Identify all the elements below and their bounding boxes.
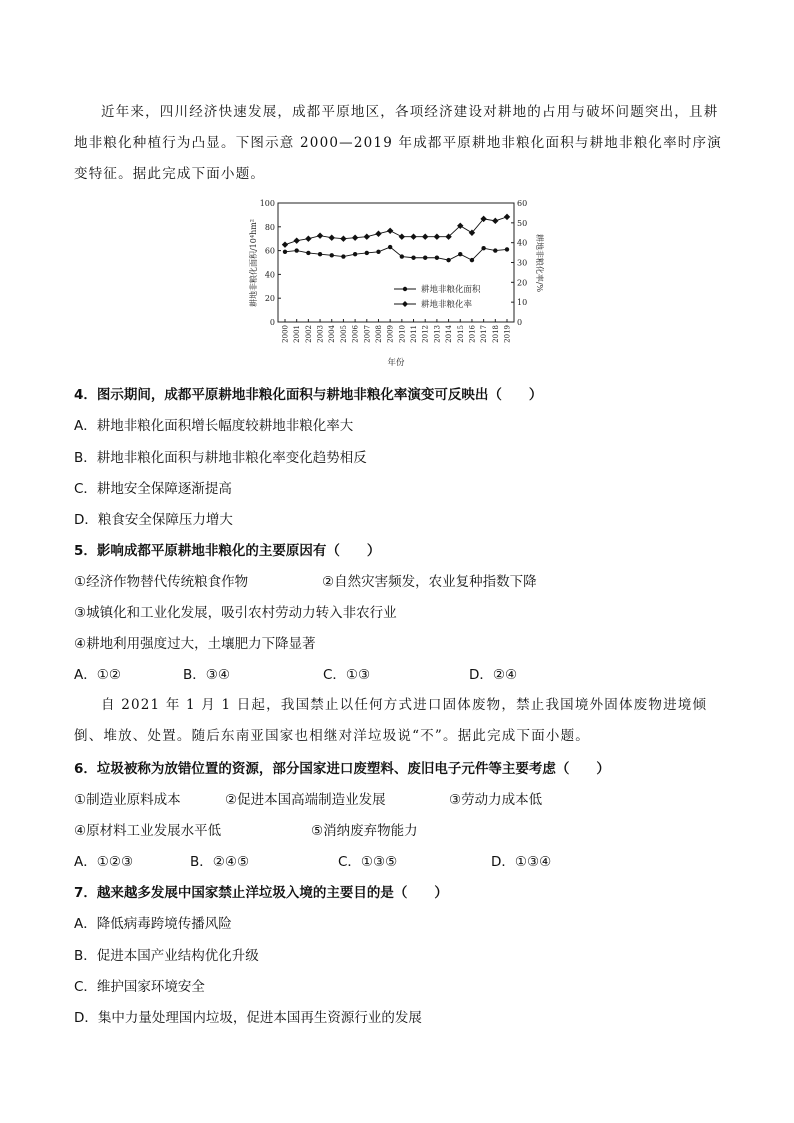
x-tick-label: 2003	[316, 325, 325, 343]
x-tick-label: 2017	[480, 325, 489, 343]
y-axis-label-left: 耕地非粮化面积/10⁴hm²	[249, 218, 258, 308]
series-2-point	[317, 233, 323, 239]
question-5-option-d: D．②④	[469, 667, 518, 683]
passage-2: 自 2021 年 1 月 1 日起，我国禁止以任何方式进口固体废物，禁止我国境外固体废物进境倾倒、堆放、处置。随后东南亚国家也相继对洋垃圾说“不”。据此完成下面小题。	[74, 697, 708, 744]
series-2-point	[293, 237, 299, 243]
y-tick-label-right: 30	[517, 258, 528, 268]
question-6-statement-3: ③劳动力成本低	[449, 792, 543, 808]
series-2-point	[340, 236, 346, 242]
x-axis-label: 年份	[387, 358, 405, 368]
x-tick-label: 2005	[339, 325, 348, 343]
y-tick-label-left: 0	[269, 318, 275, 327]
question-5-stem: 5．影响成都平原耕地非粮化的主要原因有（ ）	[74, 543, 381, 559]
series-1-point	[294, 248, 298, 252]
series-line-2	[285, 217, 507, 245]
x-tick-label: 2016	[468, 325, 477, 343]
series-2-point	[410, 234, 416, 240]
x-tick-label: 2006	[351, 325, 360, 343]
series-2-point	[375, 231, 381, 237]
series-1-point	[505, 247, 509, 251]
series-1-point	[446, 258, 450, 262]
question-6-option-d: D．①③④	[491, 854, 552, 870]
series-1-point	[353, 252, 357, 256]
y-tick-label-left: 40	[264, 270, 275, 280]
series-1-point	[458, 252, 462, 256]
question-4-option-a: A．耕地非粮化面积增长幅度较耕地非粮化率大	[74, 418, 354, 434]
series-1-point	[283, 250, 287, 254]
legend-marker-diamond	[402, 301, 408, 307]
x-tick-label: 2011	[410, 325, 419, 343]
series-2-point	[422, 234, 428, 240]
line-chart	[244, 197, 544, 369]
series-2-point	[282, 241, 288, 247]
question-7-option-a: A．降低病毒跨境传播风险	[74, 916, 232, 932]
question-6-statement-1: ①制造业原料成本	[74, 792, 181, 808]
x-tick-label: 2004	[328, 325, 337, 343]
series-1-point	[388, 245, 392, 249]
series-1-point	[411, 256, 415, 260]
chart-series	[282, 214, 510, 263]
series-1-point	[423, 256, 427, 260]
chart-ticks	[260, 199, 527, 343]
series-1-point	[318, 252, 322, 256]
question-6-stem: 6．垃圾被称为放错位置的资源，部分国家进口废塑料、废旧电子元件等主要考虑（ ）	[74, 761, 610, 777]
question-6-statement-5: ⑤消纳废弃物能力	[311, 823, 418, 839]
series-1-point	[306, 251, 310, 255]
passage-1: 近年来，四川经济快速发展，成都平原地区，各项经济建设对耕地的占用与破坏问题突出，且耕地非粮化种植行为凸显。下图示意 2000—2019 年成都平原耕地非粮化面积与耕地非粮化率时序演变特征。据此完成下面小题。	[74, 104, 722, 182]
legend-label: 耕地非粮化面积	[421, 285, 481, 295]
y-tick-label-left: 80	[264, 222, 275, 232]
series-1-point	[341, 254, 345, 258]
question-7-option-b: B．促进本国产业结构优化升级	[74, 948, 259, 964]
question-5-statement-2: ②自然灾害频发，农业复种指数下降	[322, 574, 537, 590]
series-2-point	[434, 234, 440, 240]
y-tick-label-right: 20	[517, 278, 528, 288]
question-6-statement-4: ④原材料工业发展水平低	[74, 823, 222, 839]
x-tick-label: 2014	[445, 325, 454, 343]
question-7-option-d: D．集中力量处理国内垃圾，促进本国再生资源行业的发展	[74, 1010, 422, 1026]
question-5-option-c: C．①③	[323, 667, 371, 683]
legend-marker-circle	[403, 287, 407, 291]
y-axis-label-right: 耕地非粮化率/%	[535, 233, 544, 293]
x-tick-label: 2010	[398, 325, 407, 343]
question-4-option-b: B．耕地非粮化面积与耕地非粮化率变化趋势相反	[74, 450, 367, 466]
y-tick-label-right: 50	[517, 218, 528, 228]
x-tick-label: 2007	[363, 325, 372, 343]
question-5-statement-4: ④耕地利用强度过大，土壤肥力下降显著	[74, 636, 316, 652]
series-1-point	[470, 258, 474, 262]
y-tick-label-left: 20	[264, 294, 275, 304]
question-6-option-c: C．①③⑤	[338, 854, 398, 870]
y-tick-label-right: 10	[517, 298, 528, 308]
series-2-point	[329, 235, 335, 241]
x-tick-label: 2012	[421, 325, 430, 343]
chart-legend	[394, 284, 481, 310]
series-1-point	[493, 248, 497, 252]
series-1-point	[365, 251, 369, 255]
x-tick-label: 2000	[281, 325, 290, 343]
series-2-point	[504, 214, 510, 220]
question-6-statement-2: ②促进本国高端制造业发展	[225, 792, 386, 808]
series-1-point	[330, 253, 334, 257]
series-2-point	[364, 234, 370, 240]
question-7-stem: 7．越来越多发展中国家禁止洋垃圾入境的主要目的是（ ）	[74, 885, 448, 901]
y-tick-label-left: 60	[264, 246, 275, 256]
series-1-point	[481, 246, 485, 250]
x-tick-label: 2013	[433, 325, 442, 343]
x-tick-label: 2001	[293, 325, 302, 343]
question-4-option-d: D．粮食安全保障压力增大	[74, 512, 233, 528]
series-2-point	[387, 228, 393, 234]
series-1-point	[376, 250, 380, 254]
question-4-option-c: C．耕地安全保障逐渐提高	[74, 481, 232, 497]
question-5-statement-1: ①经济作物替代传统粮食作物	[74, 574, 249, 590]
series-2-point	[399, 234, 405, 240]
series-2-point	[352, 235, 358, 241]
series-2-point	[305, 236, 311, 242]
series-1-point	[400, 254, 404, 258]
x-tick-label: 2019	[503, 325, 512, 343]
series-2-point	[492, 218, 498, 224]
x-tick-label: 2015	[456, 325, 465, 343]
x-tick-label: 2002	[304, 325, 313, 343]
y-tick-label-left: 100	[259, 199, 275, 208]
question-5-statement-3: ③城镇化和工业化发展，吸引农村劳动力转入非农行业	[74, 605, 397, 621]
x-tick-label: 2018	[491, 325, 500, 343]
y-tick-label-right: 40	[517, 238, 528, 248]
legend-label: 耕地非粮化率	[421, 300, 473, 310]
question-5-option-b: B．③④	[183, 667, 230, 683]
question-5-option-a: A．①②	[74, 667, 121, 683]
question-7-option-c: C．维护国家环境安全	[74, 979, 205, 995]
y-tick-label-right: 0	[517, 318, 523, 327]
y-tick-label-right: 60	[517, 199, 528, 208]
question-6-option-b: B．②④⑤	[190, 854, 250, 870]
x-tick-label: 2008	[374, 325, 383, 343]
question-6-option-a: A．①②③	[74, 854, 134, 870]
x-tick-label: 2009	[386, 325, 395, 343]
series-1-point	[435, 256, 439, 260]
question-4-stem: 4．图示期间，成都平原耕地非粮化面积与耕地非粮化率演变可反映出（ ）	[74, 387, 543, 403]
